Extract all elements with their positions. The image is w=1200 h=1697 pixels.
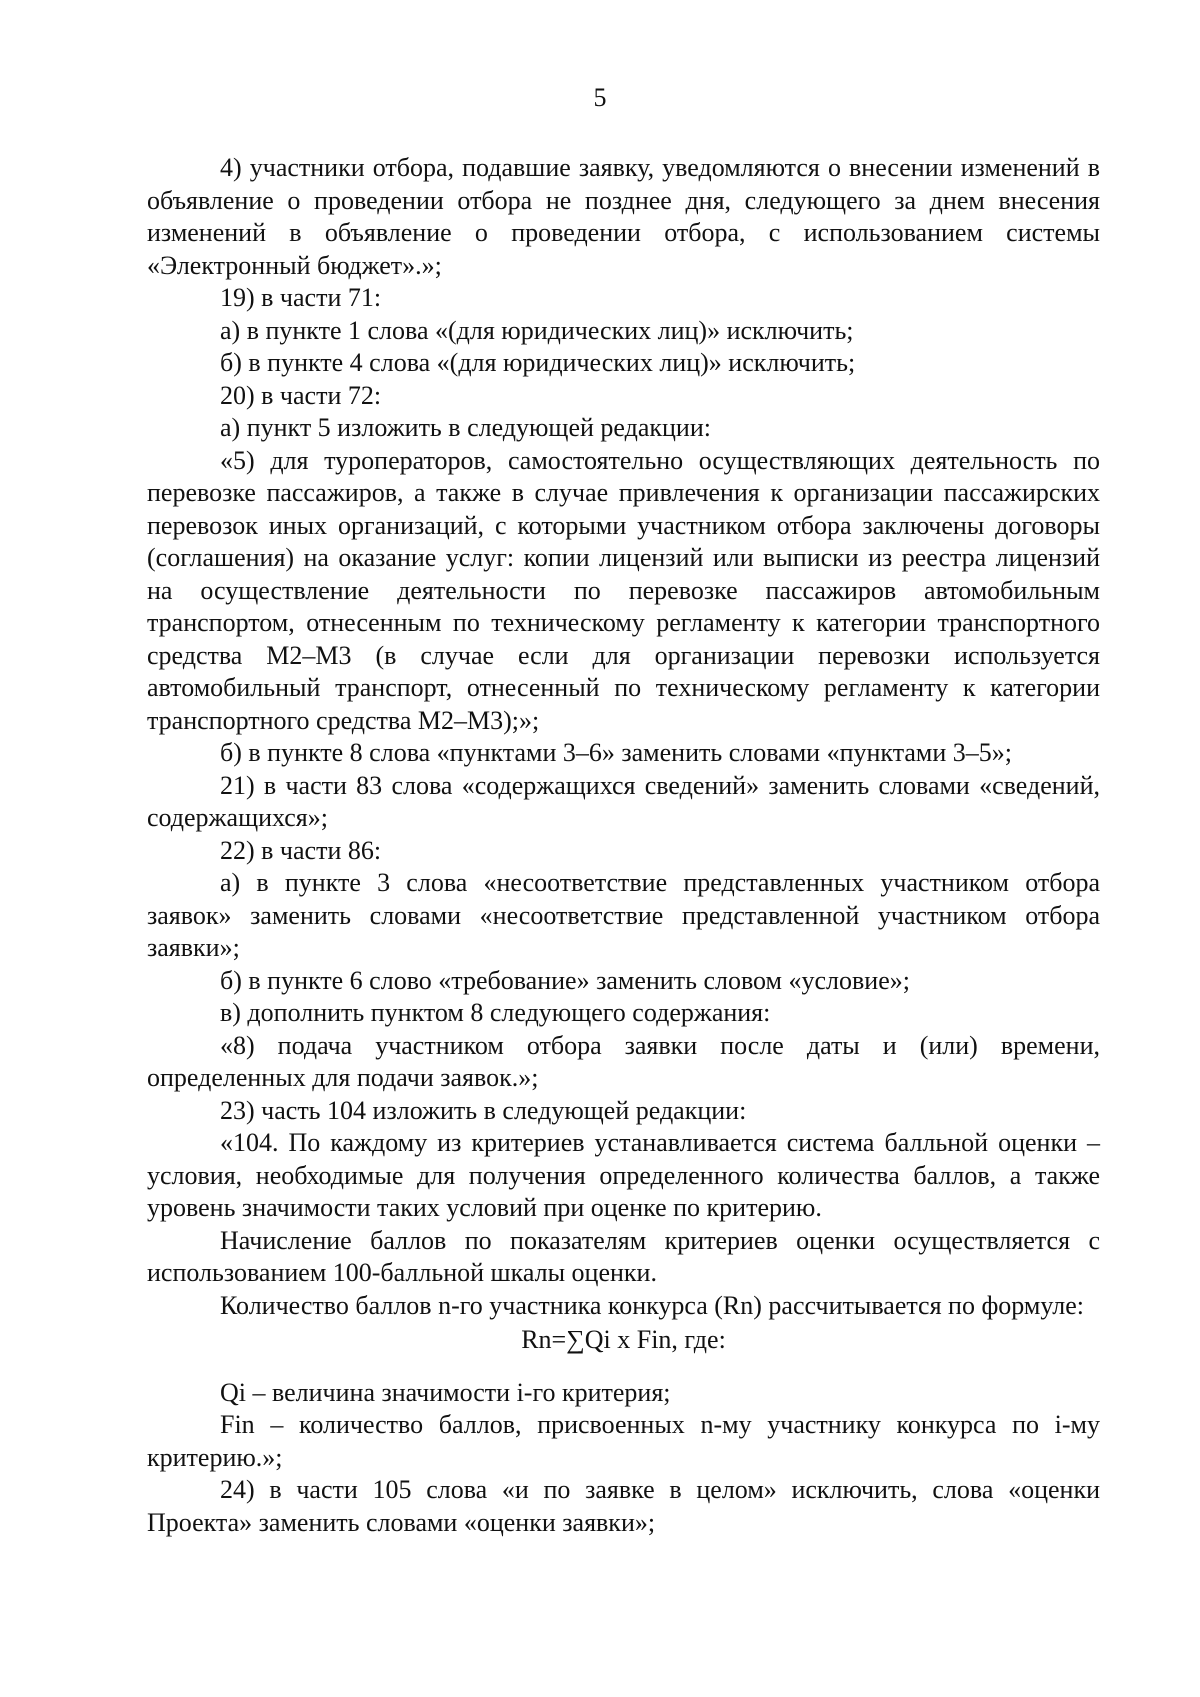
page-number: 5 bbox=[593, 83, 607, 112]
formula: Rn=∑Qi x Fin, где: bbox=[521, 1325, 726, 1354]
paragraph: б) в пункте 6 слово «требование» заменить словом «условие»; bbox=[220, 965, 910, 995]
paragraph: б) в пункте 4 слова «(для юридических лиц)» исключить; bbox=[220, 348, 856, 377]
paragraph: Количество баллов n-го участника конкурса (Rn) рассчитывается по формуле: bbox=[220, 1290, 1084, 1320]
paragraph: «5) для туроператоров, самостоятельно осуществляющих деятельность по перевозке пассажиров, а также в случае привлечения к организации пассажирских перевозок иных организаций, с которыми участником отбора заключены договоры (соглашения) на оказание услуг: копии лицензий или выписки из реестра лицензий на осуществление деятельности по перевозке пассажиров автомобильным транспортом, отнесенным по техническому регламенту к категории транспортного средства М2–М3 (в случае если для организации перевозки используется автомобильный транспорт, отнесенный по техническому регламенту к категории транспортного средства М2–М3);»; bbox=[147, 445, 1100, 735]
paragraph: 4) участники отбора, подавшие заявку, уведомляются о внесении изменений в объявление о проведении отбора не позднее дня, следующего за днем внесения изменений в объявление о проведении отбора, с использованием системы «Электронный бюджет».»; bbox=[147, 153, 1100, 280]
paragraph: 21) в части 83 слова «содержащихся сведений» заменить словами «сведений, содержащихся»; bbox=[147, 770, 1100, 832]
paragraph: Fin – количество баллов, присвоенных n-му участнику конкурса по i-му критерию.»; bbox=[147, 1410, 1100, 1472]
paragraph: 20) в части 72: bbox=[220, 380, 382, 410]
document-body bbox=[147, 152, 1100, 1539]
paragraph: а) в пункте 1 слова «(для юридических лиц)» исключить; bbox=[220, 315, 854, 345]
paragraph: в) дополнить пунктом 8 следующего содержания: bbox=[220, 998, 771, 1027]
paragraph: 23) часть 104 изложить в следующей редакции: bbox=[220, 1095, 747, 1125]
paragraph: «104. По каждому из критериев устанавливается система балльной оценки – условия, необходимые для получения определенного количества баллов, а также уровень значимости таких условий при оценке по критерию. bbox=[147, 1128, 1100, 1222]
paragraph: 19) в части 71: bbox=[220, 283, 382, 312]
paragraph: 24) в части 105 слова «и по заявке в целом» исключить, слова «оценки Проекта» заменить словами «оценки заявки»; bbox=[147, 1475, 1100, 1537]
paragraph: 22) в части 86: bbox=[220, 835, 382, 865]
paragraph: б) в пункте 8 слова «пунктами 3–6» заменить словами «пунктами 3–5»; bbox=[220, 738, 1013, 767]
paragraph: а) пункт 5 изложить в следующей редакции: bbox=[220, 413, 711, 442]
paragraph: а) в пункте 3 слова «несоответствие представленных участником отбора заявок» заменить словами «несоответствие представленной участником отбора заявки»; bbox=[147, 868, 1100, 962]
paragraph: «8) подача участником отбора заявки после даты и (или) времени, определенных для подачи заявок.»; bbox=[147, 1030, 1100, 1092]
paragraph: Начисление баллов по показателям критериев оценки осуществляется с использованием 100-балльной шкалы оценки. bbox=[147, 1225, 1100, 1287]
paragraph: Qi – величина значимости i-го критерия; bbox=[220, 1377, 671, 1407]
